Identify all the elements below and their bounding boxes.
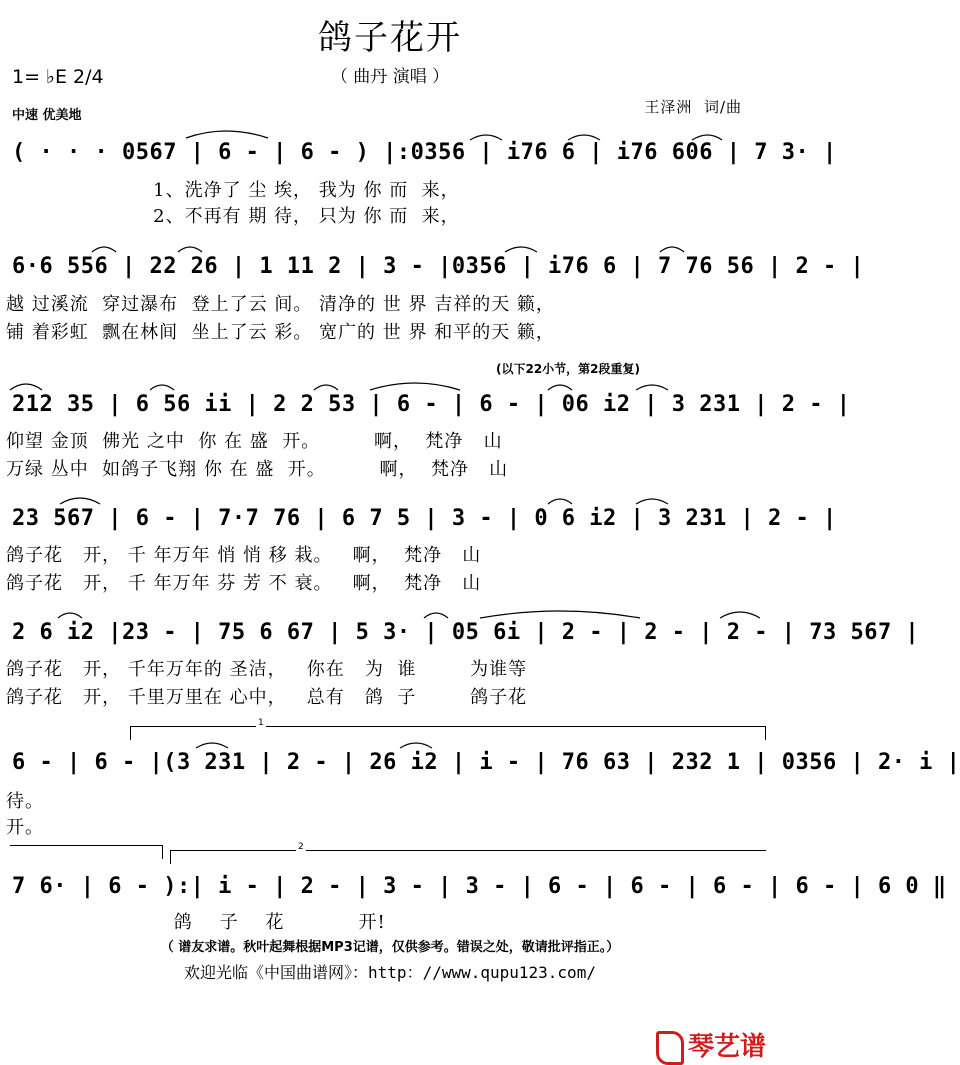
slur-mark (720, 612, 760, 618)
lyric-line-3a: 仰望 金顶 佛光 之中 你 在 盛 开。 啊， 梵净 山 (6, 431, 503, 452)
lyric-line-1b: 2、不再有 期 待， 只为 你 而 来， (12, 206, 460, 227)
tie-mark (370, 383, 460, 390)
score-line-7: 7 6· | 6 - ):| i - | 2 - | 3 - | 3 - | 6 - | 6 - | 6 - | 6 - | 6 0 ‖ (12, 874, 947, 899)
tie-mark (186, 131, 268, 138)
slur-mark (568, 135, 600, 140)
author-credit: 王泽洲 词/曲 (644, 98, 742, 116)
logo-mark-icon (656, 1031, 684, 1065)
slur-mark (60, 498, 100, 504)
lyric-line-4a: 鸽子花 开， 千 年万年 悄 悄 移 栽。 啊， 梵净 山 (6, 545, 482, 566)
lyric-line-3b: 万绿 丛中 如鸽子飞翔 你 在 盛 开。 啊， 梵净 山 (6, 459, 509, 480)
score-line-4: 23 567 | 6 - | 7·7 76 | 6 7 5 | 3 - | 0 6 i2 | 3 231 | 2 - | (12, 506, 837, 531)
score-line-3: 212 35 | 6 56 ii | 2 2 53 | 6 - | 6 - | 06 i2 | 3 231 | 2 - | (12, 392, 851, 417)
lyric-line-6a: 待。 (6, 791, 44, 812)
lyric-line-5b: 鸽子花 开， 千里万里在 心中， 总有 鸽 子 鸽子花 (6, 687, 528, 708)
slur-mark (10, 384, 42, 390)
slur-mark (505, 247, 537, 252)
score-line-1: ( · · · 0567 | 6 - | 6 - ) |:0356 | i76 6 | i76 606 | 7 3· | (12, 140, 837, 165)
slur-mark (692, 135, 722, 140)
slur-mark (178, 247, 202, 252)
lyric-line-1a: 1、洗净了 尘 埃， 我为 你 而 来， (12, 180, 460, 201)
slur-mark (636, 499, 668, 504)
slur-mark (548, 499, 572, 504)
qinyipu-logo (638, 996, 766, 1065)
lyric-line-2a: 越 过溪流 穿过瀑布 登上了云 间。 清净的 世 界 吉祥的天 籁， (6, 294, 555, 315)
slur-mark (196, 743, 228, 748)
key-signature: 1= ♭E 2/4 (12, 66, 104, 88)
slur-mark (424, 613, 448, 618)
lyric-line-7: 鸽 子 花 开! (120, 912, 386, 933)
slur-mark (92, 247, 116, 252)
lyric-line-6b: 开。 (6, 817, 44, 838)
score-line-5: 2 6 i2 |23 - | 75 6 67 | 5 3· | 05 6i | 2 - | 2 - | 2 - | 73 567 | (12, 620, 920, 645)
performer-subtitle: （ 曲丹 演唱 ） (330, 67, 450, 87)
score-line-2: 6·6 556 | 22 26 | 1 11 2 | 3 - |0356 | i76 6 | 7 76 56 | 2 - | (12, 254, 865, 279)
score-line-6: 6 - | 6 - |(3 231 | 2 - | 26 i2 | i - | 76 63 | 232 1 | 0356 | 2· i | (12, 750, 960, 775)
repeat-note: (以下22小节，第2段重复) (496, 362, 641, 376)
song-title: 鸽子花开 (318, 18, 462, 58)
slur-mark (150, 385, 174, 390)
lyric-line-5a: 鸽子花 开， 千年万年的 圣洁， 你在 为 谁 为谁等 (6, 659, 528, 680)
slur-mark (400, 743, 432, 748)
slur-mark (58, 613, 82, 618)
lyric-line-2b: 铺 着彩虹 飘在林间 坐上了云 彩。 宽广的 世 界 和平的天 籁， (6, 322, 555, 343)
slur-mark (548, 385, 572, 390)
slur-mark (636, 385, 668, 390)
volta-label-1: 1 (258, 718, 264, 728)
site-url[interactable]: 欢迎光临《中国曲谱网》：http：//www.qupu123.com/ (184, 963, 596, 982)
tempo-marking: 中速 优美地 (12, 108, 82, 123)
slur-mark (470, 135, 502, 140)
transcription-notice: （ 谱友求谱。秋叶起舞根据MP3记谱，仅供参考。错误之处，敬请批评指正。） (160, 940, 620, 955)
logo-text: 琴艺谱 (687, 1032, 766, 1062)
lyric-line-4b: 鸽子花 开， 千 年万年 芬 芳 不 衰。 啊， 梵净 山 (6, 573, 482, 594)
volta-label-2: 2 (298, 842, 304, 852)
slur-mark (314, 385, 338, 390)
slur-mark (660, 247, 684, 252)
tie-mark (480, 611, 640, 618)
